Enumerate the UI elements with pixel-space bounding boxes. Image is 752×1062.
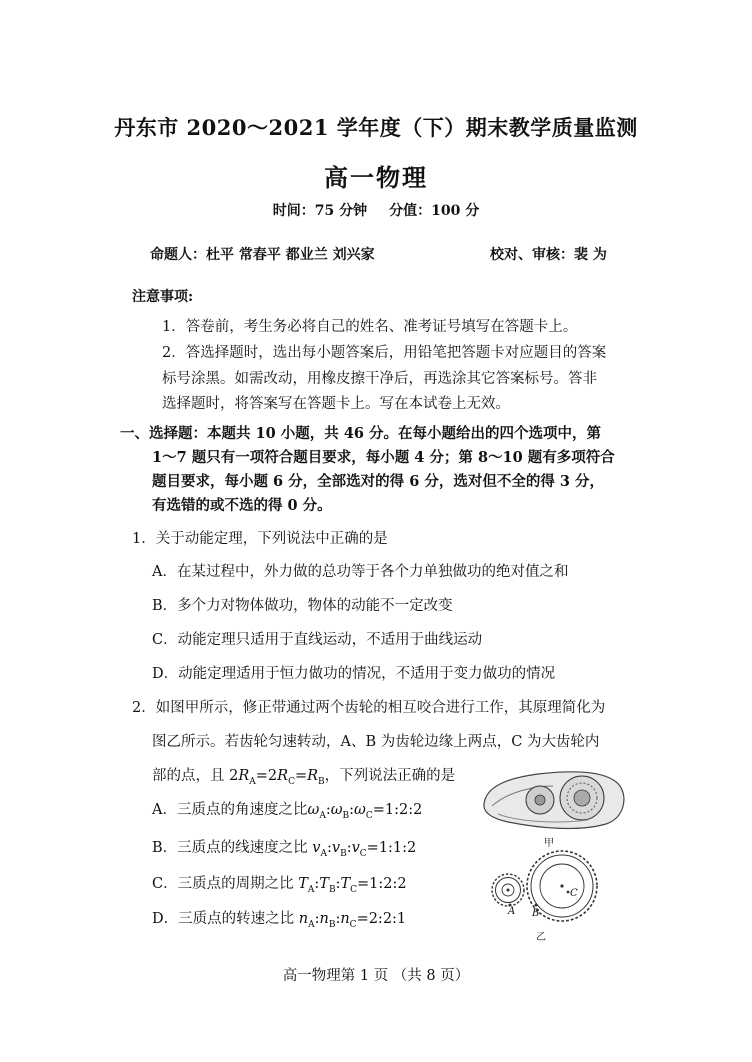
q2-option-c: C．三质点的周期之比 $T_A:T_B:T_C=1:2:2$: [152, 876, 407, 895]
figure-yi-label: 乙: [536, 932, 546, 943]
q1-stem: 1．关于动能定理，下列说法中正确的是: [132, 531, 388, 547]
figure-point-a: A: [508, 906, 516, 917]
page-footer: 高一物理第 1 页 （共 8 页）: [282, 968, 470, 984]
subject-title: 高一物理: [324, 163, 428, 192]
notice-item-2-line1: 2．答选择题时，选出每小题答案后，用铅笔把答题卡对应题目的答案: [162, 345, 607, 361]
exam-time-score: [0, 200, 752, 220]
small-gear: [492, 874, 524, 906]
figure-yi-gears: [484, 848, 624, 924]
exam-authors: 命题人：杜平 常春平 都业兰 刘兴家: [150, 247, 375, 263]
figure-point-b: B: [532, 908, 540, 919]
section1-line3: 题目要求，每小题 6 分，全部选对的得 6 分，选对但不全的得 3 分，: [152, 473, 605, 490]
q1-option-d: D．动能定理适用于恒力做功的情况，不适用于变力做功的情况: [152, 666, 556, 682]
exam-reviewer: 校对、审核：裴 为: [490, 247, 607, 263]
q2-stem-line2: 图乙所示。若齿轮匀速转动，A、B 为齿轮边缘上两点，C 为大齿轮内: [152, 734, 600, 750]
section1-line2: 1～7 题只有一项符合题目要求，每小题 4 分；第 8～10 题有多项符合: [152, 449, 615, 466]
notice-item-2-line3: 选择题时，将答案写在答题卡上。写在本试卷上无效。: [162, 396, 510, 412]
figure-jia-label: 甲: [544, 838, 554, 849]
q2-option-d: D．三质点的转速之比 $n_A:n_B:n_C=2:2:1$: [152, 911, 407, 930]
q2-stem-line3: 部的点，且 $2R_A=2R_C=R_B$，下列说法正确的是: [152, 768, 456, 787]
exam-title: 丹东市 2020～2021 学年度（下）期末教学质量监测: [114, 115, 638, 140]
q1-option-c: C．动能定理只适用于直线运动，不适用于曲线运动: [152, 632, 483, 648]
exam-time: 时间：75 分钟: [272, 203, 368, 219]
q2-option-b: B．三质点的线速度之比 $v_A:v_B:v_C=1:1:2$: [152, 840, 417, 859]
q1-option-a: A．在某过程中，外力做的总功等于各个力单独做功的绝对值之和: [152, 564, 569, 580]
notice-heading: 注意事项:: [132, 289, 194, 305]
q2-option-a: A．三质点的角速度之比$\omega_A:\omega_B:\omega_C=1:2:2$: [152, 802, 423, 821]
q2-stem-line1: 2．如图甲所示，修正带通过两个齿轮的相互咬合进行工作，其原理简化为: [132, 700, 606, 716]
figure-jia-correction-tape: [478, 766, 628, 832]
q1-option-b: B．多个力对物体做功，物体的动能不一定改变: [152, 598, 453, 614]
figure-point-c: C: [570, 888, 578, 899]
section1-line4: 有选错的或不选的得 0 分。: [152, 497, 332, 514]
notice-item-1: 1．答卷前，考生务必将自己的姓名、准考证号填写在答题卡上。: [162, 319, 578, 335]
section1-line1: 一、选择题：本题共 10 小题，共 46 分。在每小题给出的四个选项中，第: [120, 425, 602, 442]
exam-score: 分值：100 分: [389, 203, 480, 219]
notice-item-2-line2: 标号涂黑。如需改动，用橡皮擦干净后，再选涂其它答案标号。答非: [162, 371, 597, 387]
